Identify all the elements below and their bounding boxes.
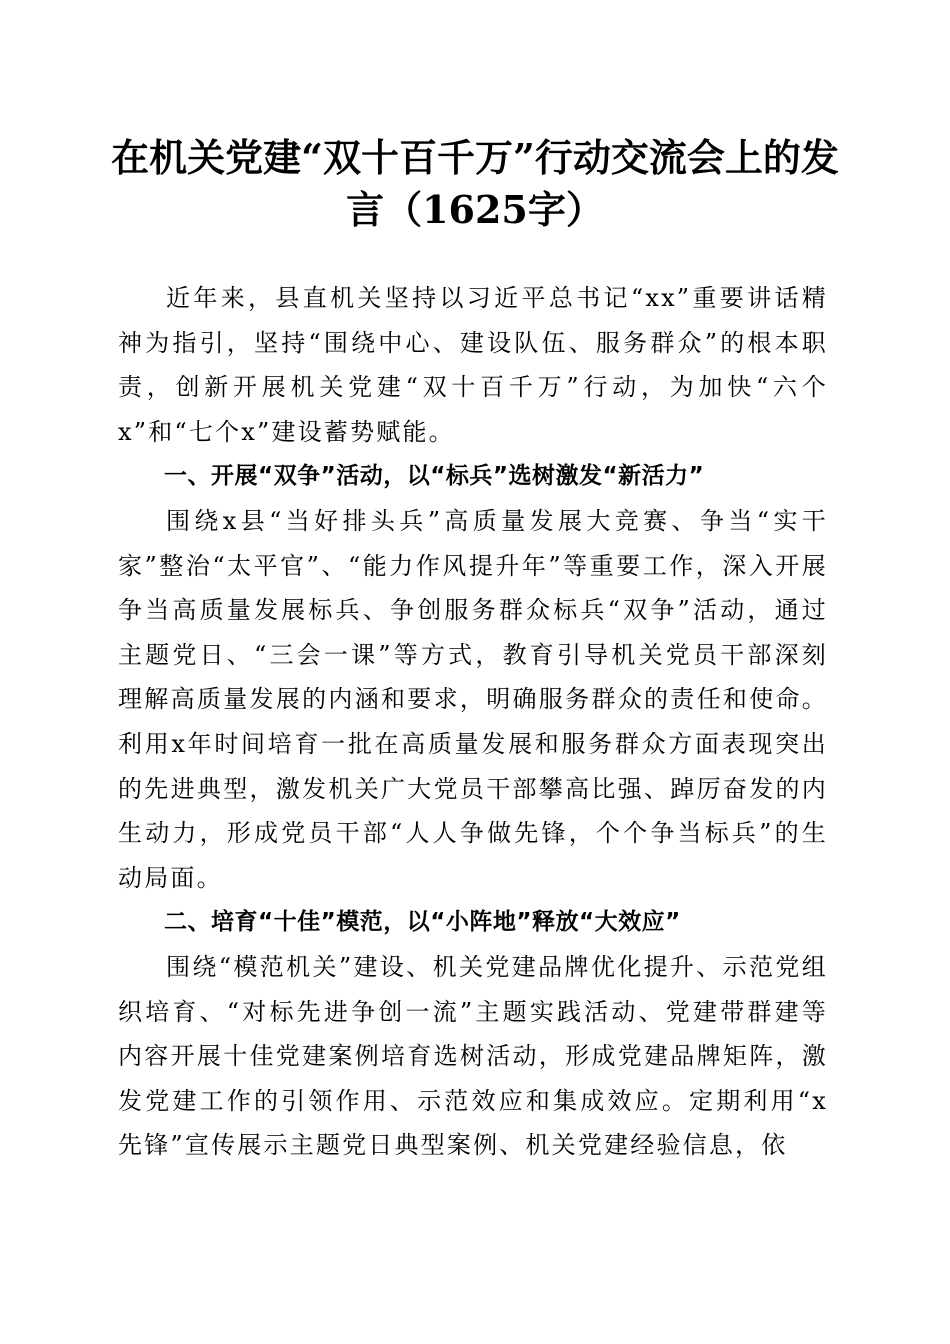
- title-line-1: 在机关党建“双十百千万”行动交流会上的发: [111, 135, 839, 180]
- section-1-paragraph: 围绕x县“当好排头兵”高质量发展大竞赛、争当“实干家”整治“太平官”、“能力作风提升年”等重要工作，深入开展争当高质量发展标兵、争创服务群众标兵“双争”活动，通过主题党日、“三会一课”等方式，教育引导机关党员干部深刻理解高质量发展的内涵和要求，明确服务群众的责任和使命。利用x年时间培育一批在高质量发展和服务群众方面表现突出的先进典型，激发机关广大党员干部攀高比强、踔厉奋发的内生动力，形成党员干部“人人争做先锋，个个争当标兵”的生动局面。: [118, 506, 828, 892]
- document-title: [110, 132, 840, 236]
- intro-paragraph: 近年来，县直机关坚持以习近平总书记“xx”重要讲话精神为指引，坚持“围绕中心、建设队伍、服务群众”的根本职责，创新开展机关党建“双十百千万”行动，为加快“六个x”和“七个x”建设蓄势赋能。: [118, 284, 828, 446]
- section-heading-1: 一、开展“双争”活动，以“标兵”选树激发“新活力”: [164, 463, 705, 490]
- section-2-paragraph: 围绕“模范机关”建设、机关党建品牌优化提升、示范党组织培育、“对标先进争创一流”主题实践活动、党建带群建等内容开展十佳党建案例培育选树活动，形成党建品牌矩阵，激发党建工作的引领作用、示范效应和集成效应。定期利用“x先锋”宣传展示主题党日典型案例、机关党建经验信息，依: [118, 952, 828, 1160]
- document-body: [118, 276, 828, 1168]
- title-line-2: 言（1625字）: [346, 187, 604, 232]
- section-heading-2: 二、培育“十佳”模范，以“小阵地”释放“大效应”: [164, 909, 681, 936]
